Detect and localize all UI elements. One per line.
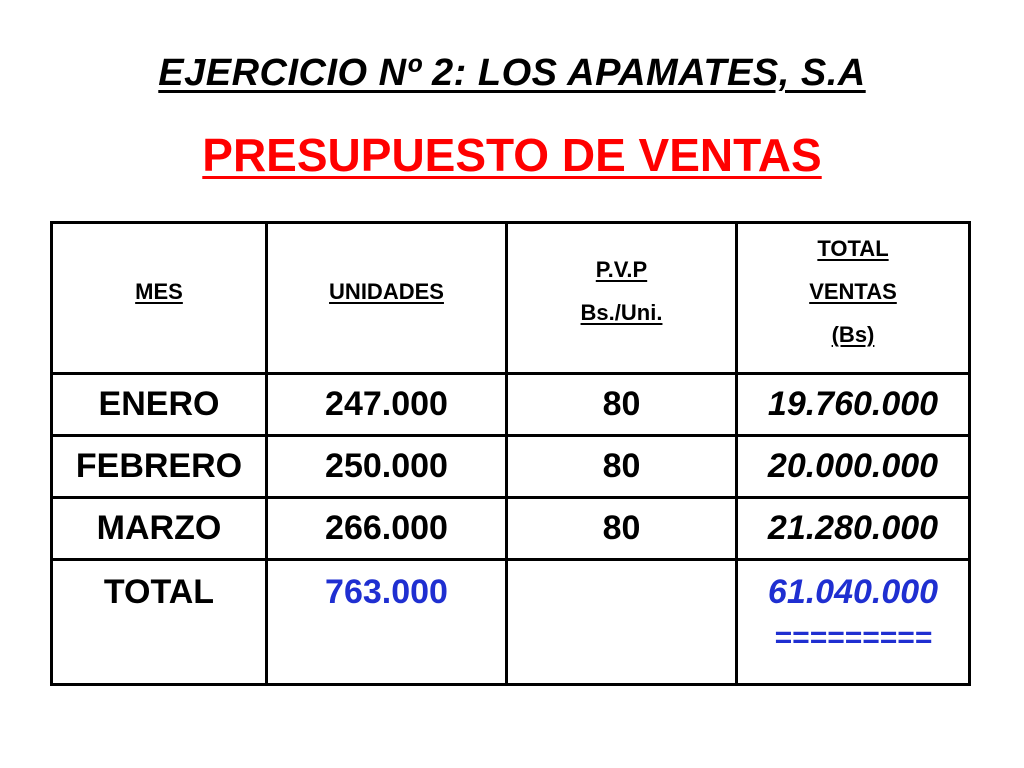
- total-pvp: [507, 560, 737, 685]
- header-pvp-line-1: P.V.P: [595, 257, 648, 282]
- row-mes: FEBRERO: [52, 436, 267, 498]
- row-pvp: 80: [507, 498, 737, 560]
- row-unidades: 266.000: [267, 498, 507, 560]
- exercise-title-text: EJERCICIO Nº 2: LOS APAMATES, S.A: [158, 52, 866, 94]
- total-ventas-value: 61.040.000: [767, 573, 939, 611]
- table-row: [52, 374, 970, 436]
- row-pvp: 80: [507, 436, 737, 498]
- row-pvp: 80: [507, 374, 737, 436]
- row-total: 19.760.000: [737, 374, 970, 436]
- header-total-line-2: VENTAS: [809, 278, 897, 304]
- header-pvp-line-2: Bs./Uni.: [580, 300, 663, 325]
- header-pvp: [507, 223, 737, 374]
- exercise-title: [0, 52, 1024, 95]
- row-total: 20.000.000: [737, 436, 970, 498]
- total-unidades: 763.000: [267, 560, 507, 685]
- sales-budget-table: [50, 221, 971, 686]
- header-unidades: [267, 223, 507, 374]
- header-total-line-3: (Bs): [831, 321, 875, 347]
- total-label: TOTAL: [52, 560, 267, 685]
- total-ventas: [737, 560, 970, 685]
- header-unidades-line-1: UNIDADES: [329, 278, 444, 304]
- total-row: [52, 560, 970, 685]
- header-mes: [52, 223, 267, 374]
- table-row: [52, 498, 970, 560]
- header-total-ventas: [737, 223, 970, 374]
- row-total: 21.280.000: [737, 498, 970, 560]
- double-underline-marker: =========: [774, 621, 932, 654]
- row-unidades: 250.000: [267, 436, 507, 498]
- row-unidades: 247.000: [267, 374, 507, 436]
- header-mes-line-1: MES: [135, 278, 183, 304]
- header-row: [52, 223, 970, 374]
- row-mes: MARZO: [52, 498, 267, 560]
- table-row: [52, 436, 970, 498]
- row-mes: ENERO: [52, 374, 267, 436]
- budget-title-text: PRESUPUESTO DE VENTAS: [202, 129, 822, 181]
- header-total-line-1: TOTAL: [817, 235, 889, 261]
- budget-title: [0, 128, 1024, 182]
